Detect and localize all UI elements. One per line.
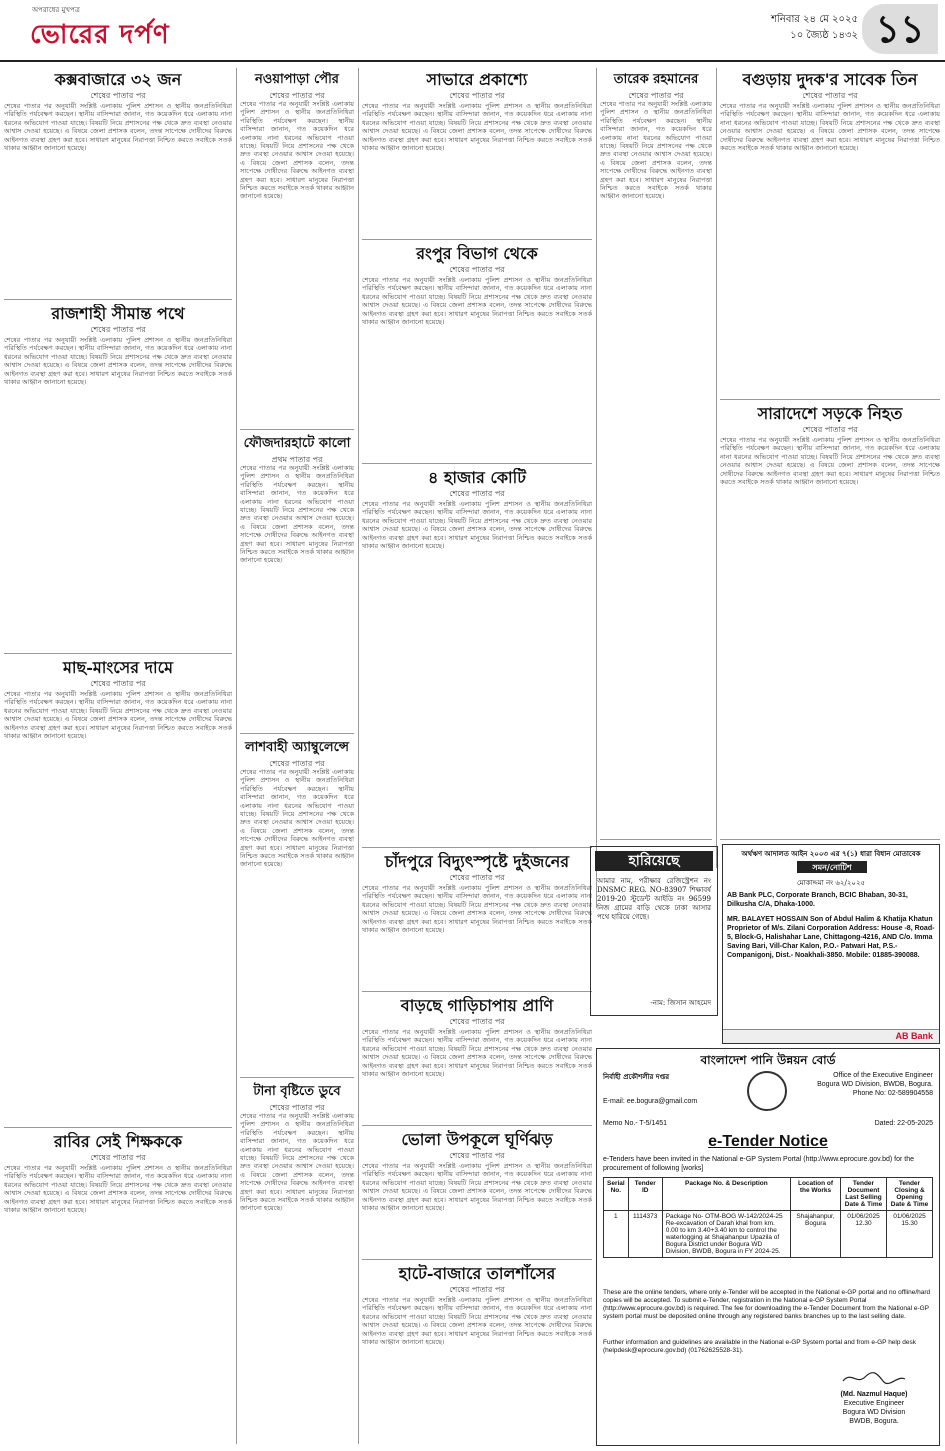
headline: বগুড়ায় দুদক'র সাবেক তিন (742, 70, 918, 89)
headline: সারাদেশে সড়কে নিহত (757, 404, 903, 423)
table-row (604, 1211, 933, 1258)
story-coxsbazar (4, 70, 232, 300)
continued-from: প্রথম পাতার পর (271, 455, 323, 464)
cell-tender-id: 1114373 (628, 1211, 662, 1258)
story-body: শেষের পাতার পর অনুযায়ী সংশ্লিষ্ট এলাকায় পুলিশ প্রশাসন ও স্থানীয় জনপ্রতিনিধিরা পরিস্থিতি পর্যবেক্ষণ করছেন। স্থানীয় বাসিন্দারা জানান, গত কয়েকদিন ধরে এলাকায় নানা ধরনের অভিযোগ পাওয়া যাচ্ছে। বিষয়টি নিয়ে প্রশাসনের পক্ষ থেকে দ্রুত ব্যবস্থা নেওয়ার আশ্বাস দেওয়া হয়েছে। এ বিষয়ে জেলা প্রশাসক বলেন, তদন্ত সাপেক্ষে দোষীদের বিরুদ্ধে আইনগত ব্যবস্থা গ্রহণ করা হবে। সাধারণ মানুষের নিরাপত্তা নিশ্চিত করতে সবাইকে সতর্ক থাকার আহ্বান জানানো হয়েছে। (4, 1164, 232, 1215)
tender-table-header (604, 1178, 933, 1211)
story-body: শেষের পাতার পর অনুযায়ী সংশ্লিষ্ট এলাকায় পুলিশ প্রশাসন ও স্থানীয় জনপ্রতিনিধিরা পরিস্থিতি পর্যবেক্ষণ করছেন। স্থানীয় বাসিন্দারা জানান, গত কয়েকদিন ধরে এলাকায় নানা ধরনের অভিযোগ পাওয়া যাচ্ছে। বিষয়টি নিয়ে প্রশাসনের পক্ষ থেকে দ্রুত ব্যবস্থা নেওয়ার আশ্বাস দেওয়া হয়েছে। এ বিষয়ে জেলা প্রশাসক বলেন, তদন্ত সাপেক্ষে দোষীদের বিরুদ্ধে আইনগত ব্যবস্থা গ্রহণ করা হবে। সাধারণ মানুষের নিরাপত্তা নিশ্চিত করতে সবাইকে সতর্ক থাকার আহ্বান জানানো হয়েছে। (362, 500, 592, 551)
cell-closing: 01/06/2025 15.30 (887, 1211, 933, 1258)
tender-org: বাংলাদেশ পানি উন্নয়ন বোর্ড (700, 1053, 836, 1067)
tender-signer-org: BWDB, Bogura. (849, 1418, 899, 1425)
th-closing: Tender Closing & Opening Date & Time (887, 1178, 933, 1211)
tender-date: Dated: 22-05-2025 (874, 1120, 933, 1127)
story-savar (362, 70, 592, 240)
continued-from: শেষের পাতার পর (269, 759, 325, 768)
story-4hajar (362, 468, 592, 848)
headline: নওয়াপাড়া পৌর (255, 72, 339, 87)
continued-from: শেষের পাতার পর (269, 91, 325, 100)
story-nawapara (240, 70, 354, 430)
th-tender-id: Tender ID (628, 1178, 662, 1211)
story-body: শেষের পাতার পর অনুযায়ী সংশ্লিষ্ট এলাকায় পুলিশ প্রশাসন ও স্থানীয় জনপ্রতিনিধিরা পরিস্থিতি পর্যবেক্ষণ করছেন। স্থানীয় বাসিন্দারা জানান, গত কয়েকদিন ধরে এলাকায় নানা ধরনের অভিযোগ পাওয়া যাচ্ছে। বিষয়টি নিয়ে প্রশাসনের পক্ষ থেকে দ্রুত ব্যবস্থা নেওয়ার আশ্বাস দেওয়া হয়েছে। এ বিষয়ে জেলা প্রশাসক বলেন, তদন্ত সাপেক্ষে দোষীদের বিরুদ্ধে আইনগত ব্যবস্থা গ্রহণ করা হবে। সাধারণ মানুষের নিরাপত্তা নিশ্চিত করতে সবাইকে সতর্ক থাকার আহ্বান জানানো হয়েছে। (720, 436, 940, 487)
headline: তারেক রহমানের (613, 72, 699, 87)
continued-from: শেষের পাতার পর (90, 91, 146, 100)
story-hate (362, 1264, 592, 1444)
story-body: শেষের পাতার পর অনুযায়ী সংশ্লিষ্ট এলাকায় পুলিশ প্রশাসন ও স্থানীয় জনপ্রতিনিধিরা পরিস্থিতি পর্যবেক্ষণ করছেন। স্থানীয় বাসিন্দারা জানান, গত কয়েকদিন ধরে এলাকায় নানা ধরনের অভিযোগ পাওয়া যাচ্ছে। বিষয়টি নিয়ে প্রশাসনের পক্ষ থেকে দ্রুত ব্যবস্থা নেওয়ার আশ্বাস দেওয়া হয়েছে। এ বিষয়ে জেলা প্রশাসক বলেন, তদন্ত সাপেক্ষে দোষীদের বিরুদ্ধে আইনগত ব্যবস্থা গ্রহণ করা হবে। সাধারণ মানুষের নিরাপত্তা নিশ্চিত করতে সবাইকে সতর্ক থাকার আহ্বান জানানো হয়েছে। (362, 102, 592, 153)
headline: রংপুর বিভাগ থেকে (416, 244, 538, 263)
continued-from: শেষের পাতার পর (449, 1285, 505, 1294)
th-package: Package No. & Description (662, 1178, 790, 1211)
tender-memo: Memo No.- T-5/1451 (603, 1120, 668, 1127)
story-body: শেষের পাতার পর অনুযায়ী সংশ্লিষ্ট এলাকায় পুলিশ প্রশাসন ও স্থানীয় জনপ্রতিনিধিরা পরিস্থিতি পর্যবেক্ষণ করছেন। স্থানীয় বাসিন্দারা জানান, গত কয়েকদিন ধরে এলাকায় নানা ধরনের অভিযোগ পাওয়া যাচ্ছে। বিষয়টি নিয়ে প্রশাসনের পক্ষ থেকে দ্রুত ব্যবস্থা নেওয়ার আশ্বাস দেওয়া হয়েছে। এ বিষয়ে জেলা প্রশাসক বলেন, তদন্ত সাপেক্ষে দোষীদের বিরুদ্ধে আইনগত ব্যবস্থা গ্রহণ করা হবে। সাধারণ মানুষের নিরাপত্তা নিশ্চিত করতে সবাইকে সতর্ক থাকার আহ্বান জানানো হয়েছে। (240, 1112, 354, 1213)
story-fish (4, 658, 232, 1128)
cell-selling: 01/06/2025 12.30 (841, 1211, 887, 1258)
continued-from: শেষের পাতার পর (802, 425, 858, 434)
logo-title: ভোরের দর্পণ (30, 20, 170, 50)
signature-icon (839, 1369, 909, 1387)
headline: হাটে-বাজারে তালশাঁসের (398, 1264, 556, 1283)
continued-from: শেষের পাতার পর (90, 325, 146, 334)
cell-location: Shajahanpur, Bogura (791, 1211, 841, 1258)
story-fouzdarhat (240, 434, 354, 734)
ab-notice-case: মোকাদ্দমা নং ৬২/২০২৫ (796, 879, 866, 887)
tender-table (603, 1177, 933, 1258)
headline: চাঁদপুরে বিদ্যুৎস্পৃষ্টে দুইজনের (384, 852, 570, 871)
headline: রাবির সেই শিক্ষককে (53, 1132, 183, 1151)
story-body: শেষের পাতার পর অনুযায়ী সংশ্লিষ্ট এলাকায় পুলিশ প্রশাসন ও স্থানীয় জনপ্রতিনিধিরা পরিস্থিতি পর্যবেক্ষণ করছেন। স্থানীয় বাসিন্দারা জানান, গত কয়েকদিন ধরে এলাকায় নানা ধরনের অভিযোগ পাওয়া যাচ্ছে। বিষয়টি নিয়ে প্রশাসনের পক্ষ থেকে দ্রুত ব্যবস্থা নেওয়ার আশ্বাস দেওয়া হয়েছে। এ বিষয়ে জেলা প্রশাসক বলেন, তদন্ত সাপেক্ষে দোষীদের বিরুদ্ধে আইনগত ব্যবস্থা গ্রহণ করা হবে। সাধারণ মানুষের নিরাপত্তা নিশ্চিত করতে সবাইকে সতর্ক থাকার আহ্বান জানানো হয়েছে। (240, 100, 354, 201)
logo-tagline: অপরাধের মুখপত্র (32, 6, 80, 14)
story-rangpur (362, 244, 592, 464)
headline: ভোলা উপকূলে ঘূর্ণিঝড় (401, 1130, 553, 1149)
tender-signer-title: Executive Engineer (843, 1400, 905, 1407)
th-selling: Tender Document Last Selling Date & Time (841, 1178, 887, 1211)
story-lashbahi (240, 738, 354, 1078)
masthead (0, 0, 945, 62)
headline: রাজশাহী সীমান্ত পথে (51, 304, 185, 323)
th-serial: Serial No. (604, 1178, 629, 1211)
story-body: শেষের পাতার পর অনুযায়ী সংশ্লিষ্ট এলাকায় পুলিশ প্রশাসন ও স্থানীয় জনপ্রতিনিধিরা পরিস্থিতি পর্যবেক্ষণ করছেন। স্থানীয় বাসিন্দারা জানান, গত কয়েকদিন ধরে এলাকায় নানা ধরনের অভিযোগ পাওয়া যাচ্ছে। বিষয়টি নিয়ে প্রশাসনের পক্ষ থেকে দ্রুত ব্যবস্থা নেওয়ার আশ্বাস দেওয়া হয়েছে। এ বিষয়ে জেলা প্রশাসক বলেন, তদন্ত সাপেক্ষে দোষীদের বিরুদ্ধে আইনগত ব্যবস্থা গ্রহণ করা হবে। সাধারণ মানুষের নিরাপত্তা নিশ্চিত করতে সবাইকে সতর্ক থাকার আহ্বান জানানো হয়েছে। (362, 1028, 592, 1079)
issue-date-english: শনিবার ২৪ মে ২০২৫ (771, 14, 858, 25)
story-garichapa (362, 996, 592, 1126)
tender-division-en: Bogura WD Division, BWDB, Bogura. (817, 1081, 933, 1088)
th-location: Location of the Works (791, 1178, 841, 1211)
ab-bank-logo: AB Bank (895, 1031, 933, 1041)
story-body: শেষের পাতার পর অনুযায়ী সংশ্লিষ্ট এলাকায় পুলিশ প্রশাসন ও স্থানীয় জনপ্রতিনিধিরা পরিস্থিতি পর্যবেক্ষণ করছেন। স্থানীয় বাসিন্দারা জানান, গত কয়েকদিন ধরে এলাকায় নানা ধরনের অভিযোগ পাওয়া যাচ্ছে। বিষয়টি নিয়ে প্রশাসনের পক্ষ থেকে দ্রুত ব্যবস্থা নেওয়ার আশ্বাস দেওয়া হয়েছে। এ বিষয়ে জেলা প্রশাসক বলেন, তদন্ত সাপেক্ষে দোষীদের বিরুদ্ধে আইনগত ব্যবস্থা গ্রহণ করা হবে। সাধারণ মানুষের নিরাপত্তা নিশ্চিত করতে সবাইকে সতর্ক থাকার আহ্বান জানানো হয়েছে। (4, 102, 232, 153)
story-body: শেষের পাতার পর অনুযায়ী সংশ্লিষ্ট এলাকায় পুলিশ প্রশাসন ও স্থানীয় জনপ্রতিনিধিরা পরিস্থিতি পর্যবেক্ষণ করছেন। স্থানীয় বাসিন্দারা জানান, গত কয়েকদিন ধরে এলাকায় নানা ধরনের অভিযোগ পাওয়া যাচ্ছে। বিষয়টি নিয়ে প্রশাসনের পক্ষ থেকে দ্রুত ব্যবস্থা নেওয়ার আশ্বাস দেওয়া হয়েছে। এ বিষয়ে জেলা প্রশাসক বলেন, তদন্ত সাপেক্ষে দোষীদের বিরুদ্ধে আইনগত ব্যবস্থা গ্রহণ করা হবে। সাধারণ মানুষের নিরাপত্তা নিশ্চিত করতে সবাইকে সতর্ক থাকার আহ্বান জানানো হয়েছে। (362, 1296, 592, 1347)
bwdb-tender-notice (596, 1048, 940, 1446)
story-body: শেষের পাতার পর অনুযায়ী সংশ্লিষ্ট এলাকায় পুলিশ প্রশাসন ও স্থানীয় জনপ্রতিনিধিরা পরিস্থিতি পর্যবেক্ষণ করছেন। স্থানীয় বাসিন্দারা জানান, গত কয়েকদিন ধরে এলাকায় নানা ধরনের অভিযোগ পাওয়া যাচ্ছে। বিষয়টি নিয়ে প্রশাসনের পক্ষ থেকে দ্রুত ব্যবস্থা নেওয়ার আশ্বাস দেওয়া হয়েছে। এ বিষয়ে জেলা প্রশাসক বলেন, তদন্ত সাপেক্ষে দোষীদের বিরুদ্ধে আইনগত ব্যবস্থা গ্রহণ করা হবে। সাধারণ মানুষের নিরাপত্তা নিশ্চিত করতে সবাইকে সতর্ক থাকার আহ্বান জানানো হয়েছে। (362, 1162, 592, 1213)
tender-title: e-Tender Notice (708, 1133, 828, 1150)
headline: কক্সবাজারে ৩২ জন (54, 70, 182, 89)
ab-bank-notice (722, 844, 940, 1044)
story-bhola (362, 1130, 592, 1260)
continued-from: শেষের পাতার পর (449, 489, 505, 498)
column-divider (236, 68, 237, 1444)
tender-email: E-mail: ee.bogura@gmail.com (603, 1098, 698, 1105)
tender-further-info: Further information and guidelines are available in the National e-GP System portal and from e-GP help desk (helpdesk@eprocure.gov.bd) (01762625528-31). (603, 1339, 917, 1354)
lost-notice-signature: -নাম: জিসান আহমেদ (650, 999, 711, 1007)
continued-from: শেষের পাতার পর (269, 1103, 325, 1112)
bwdb-emblem-icon (747, 1071, 787, 1111)
story-tarek (600, 70, 712, 840)
ab-notice-header: অর্থঋণ আদালত আইন ২০০৩ এর ৭(১) ধারা বিধান মোতাবেক (741, 849, 921, 858)
continued-from: শেষের পাতার পর (449, 873, 505, 882)
continued-from: শেষের পাতার পর (449, 91, 505, 100)
lost-notice-title: হারিয়েছে (595, 851, 713, 871)
column-divider (716, 68, 717, 868)
tender-signer-name: (Md. Nazmul Haque) (840, 1391, 908, 1398)
tender-phone: Phone No: 02-589904558 (852, 1090, 933, 1097)
story-body: শেষের পাতার পর অনুযায়ী সংশ্লিষ্ট এলাকায় পুলিশ প্রশাসন ও স্থানীয় জনপ্রতিনিধিরা পরিস্থিতি পর্যবেক্ষণ করছেন। স্থানীয় বাসিন্দারা জানান, গত কয়েকদিন ধরে এলাকায় নানা ধরনের অভিযোগ পাওয়া যাচ্ছে। বিষয়টি নিয়ে প্রশাসনের পক্ষ থেকে দ্রুত ব্যবস্থা নেওয়ার আশ্বাস দেওয়া হয়েছে। এ বিষয়ে জেলা প্রশাসক বলেন, তদন্ত সাপেক্ষে দোষীদের বিরুদ্ধে আইনগত ব্যবস্থা গ্রহণ করা হবে। সাধারণ মানুষের নিরাপত্তা নিশ্চিত করতে সবাইকে সতর্ক থাকার আহ্বান জানানো হয়েছে। (4, 690, 232, 741)
headline: ৪ হাজার কোটি (428, 468, 526, 487)
story-saradeshe (720, 404, 940, 840)
headline: বাড়ছে গাড়িচাপায় প্রাণি (400, 996, 554, 1015)
story-body: শেষের পাতার পর অনুযায়ী সংশ্লিষ্ট এলাকায় পুলিশ প্রশাসন ও স্থানীয় জনপ্রতিনিধিরা পরিস্থিতি পর্যবেক্ষণ করছেন। স্থানীয় বাসিন্দারা জানান, গত কয়েকদিন ধরে এলাকায় নানা ধরনের অভিযোগ পাওয়া যাচ্ছে। বিষয়টি নিয়ে প্রশাসনের পক্ষ থেকে দ্রুত ব্যবস্থা নেওয়ার আশ্বাস দেওয়া হয়েছে। এ বিষয়ে জেলা প্রশাসক বলেন, তদন্ত সাপেক্ষে দোষীদের বিরুদ্ধে আইনগত ব্যবস্থা গ্রহণ করা হবে। সাধারণ মানুষের নিরাপত্তা নিশ্চিত করতে সবাইকে সতর্ক থাকার আহ্বান জানানো হয়েছে। (240, 768, 354, 869)
story-rajshahi (4, 304, 232, 654)
continued-from: শেষের পাতার পর (449, 265, 505, 274)
headline: লাশবাহী অ্যাম্বুলেন্সে (244, 740, 350, 755)
tender-office-en: Office of the Executive Engineer (833, 1072, 933, 1079)
story-body: শেষের পাতার পর অনুযায়ী সংশ্লিষ্ট এলাকায় পুলিশ প্রশাসন ও স্থানীয় জনপ্রতিনিধিরা পরিস্থিতি পর্যবেক্ষণ করছেন। স্থানীয় বাসিন্দারা জানান, গত কয়েকদিন ধরে এলাকায় নানা ধরনের অভিযোগ পাওয়া যাচ্ছে। বিষয়টি নিয়ে প্রশাসনের পক্ষ থেকে দ্রুত ব্যবস্থা নেওয়ার আশ্বাস দেওয়া হয়েছে। এ বিষয়ে জেলা প্রশাসক বলেন, তদন্ত সাপেক্ষে দোষীদের বিরুদ্ধে আইনগত ব্যবস্থা গ্রহণ করা হবে। সাধারণ মানুষের নিরাপত্তা নিশ্চিত করতে সবাইকে সতর্ক থাকার আহ্বান জানানো হয়েছে। (362, 276, 592, 327)
story-bogura (720, 70, 940, 400)
continued-from: শেষের পাতার পর (802, 91, 858, 100)
cell-serial: 1 (604, 1211, 629, 1258)
headline: টানা বৃষ্টিতে ডুবে (253, 1084, 341, 1099)
continued-from: শেষের পাতার পর (90, 679, 146, 688)
ab-notice-title: সমন/নোটিশ (797, 861, 867, 873)
ab-notice-defendant: MR. BALAYET HOSSAIN Son of Abdul Halim & Khatija Khatun Proprietor of M/s. Zilani Corporation Address: House -8, Road-5, Block-G, Halishahar Lane, Chittagong-4216, AND C/o. Imma Saving Bari, Vill-Char Kalon, P.O.- Patwari Hat, P.S.-Companigonj, Dist.- Noakhali-3850. Mobile: 01885-390088. (727, 916, 935, 959)
story-body: শেষের পাতার পর অনুযায়ী সংশ্লিষ্ট এলাকায় পুলিশ প্রশাসন ও স্থানীয় জনপ্রতিনিধিরা পরিস্থিতি পর্যবেক্ষণ করছেন। স্থানীয় বাসিন্দারা জানান, গত কয়েকদিন ধরে এলাকায় নানা ধরনের অভিযোগ পাওয়া যাচ্ছে। বিষয়টি নিয়ে প্রশাসনের পক্ষ থেকে দ্রুত ব্যবস্থা নেওয়ার আশ্বাস দেওয়া হয়েছে। এ বিষয়ে জেলা প্রশাসক বলেন, তদন্ত সাপেক্ষে দোষীদের বিরুদ্ধে আইনগত ব্যবস্থা গ্রহণ করা হবে। সাধারণ মানুষের নিরাপত্তা নিশ্চিত করতে সবাইকে সতর্ক থাকার আহ্বান জানানো হয়েছে। (4, 336, 232, 387)
continued-from: শেষের পাতার পর (449, 1017, 505, 1026)
story-body: শেষের পাতার পর অনুযায়ী সংশ্লিষ্ট এলাকায় পুলিশ প্রশাসন ও স্থানীয় জনপ্রতিনিধিরা পরিস্থিতি পর্যবেক্ষণ করছেন। স্থানীয় বাসিন্দারা জানান, গত কয়েকদিন ধরে এলাকায় নানা ধরনের অভিযোগ পাওয়া যাচ্ছে। বিষয়টি নিয়ে প্রশাসনের পক্ষ থেকে দ্রুত ব্যবস্থা নেওয়ার আশ্বাস দেওয়া হয়েছে। এ বিষয়ে জেলা প্রশাসক বলেন, তদন্ত সাপেক্ষে দোষীদের বিরুদ্ধে আইনগত ব্যবস্থা গ্রহণ করা হবে। সাধারণ মানুষের নিরাপত্তা নিশ্চিত করতে সবাইকে সতর্ক থাকার আহ্বান জানানো হয়েছে। (600, 100, 712, 201)
story-body: শেষের পাতার পর অনুযায়ী সংশ্লিষ্ট এলাকায় পুলিশ প্রশাসন ও স্থানীয় জনপ্রতিনিধিরা পরিস্থিতি পর্যবেক্ষণ করছেন। স্থানীয় বাসিন্দারা জানান, গত কয়েকদিন ধরে এলাকায় নানা ধরনের অভিযোগ পাওয়া যাচ্ছে। বিষয়টি নিয়ে প্রশাসনের পক্ষ থেকে দ্রুত ব্যবস্থা নেওয়ার আশ্বাস দেওয়া হয়েছে। এ বিষয়ে জেলা প্রশাসক বলেন, তদন্ত সাপেক্ষে দোষীদের বিরুদ্ধে আইনগত ব্যবস্থা গ্রহণ করা হবে। সাধারণ মানুষের নিরাপত্তা নিশ্চিত করতে সবাইকে সতর্ক থাকার আহ্বান জানানো হয়েছে। (240, 464, 354, 565)
headline: ফৌজদারহাটে কালো (243, 436, 351, 451)
story-chandpur (362, 852, 592, 992)
tender-intro: e-Tenders have been invited in the National e-GP System Portal (http://www.eprocure.gov.bd) for the procurement of following [works] (603, 1156, 915, 1172)
lost-notice-body: আমার নাম, পরীক্ষার রেজিস্ট্রেশন নং DNSMC REG. NO-83907 শিক্ষাবর্ষ 2019-20 স্টুডেন্ট আইডি নং 96599 নিজ গ্রামের বাড়ি থেকে ঢাকা আসার পথে হারিয়ে গেছে। (597, 877, 711, 921)
continued-from: শেষের পাতার পর (628, 91, 684, 100)
story-rabi (4, 1132, 232, 1444)
tender-office-bn: নির্বাহী প্রকৌশলীর দপ্তর (603, 1072, 670, 1081)
issue-date-bangla: ১০ জ্যৈষ্ঠ ১৪৩২ (790, 30, 858, 41)
tender-footnote: These are the online tenders, where only e-Tender will be accepted in the National e-GP portal and no offline/hard copies will be accepted. To submit e-Tender, registration in the National e-GP System Portal (http://www.eprocure.gov.bd) is required. The fee for downloading the e-Tender Document from the National e-GP system portal must be deposited online through any registered banks branches up to the last selling date. (603, 1289, 931, 1320)
column-divider (596, 68, 597, 908)
ab-notice-addressee: AB Bank PLC, Corporate Branch, BCIC Bhaban, 30-31, Dilkusha C/A, Dhaka-1000. (727, 892, 908, 908)
cell-desc: Package No- OTM-BOG W-142/2024-25 Re-excavation of Darah khal from km. 0.00 to km 3.40+3.40 km to control the waterlogging at Shajahanpur Upazila of Bogura District under Bogura WD Division, BWDB, Bogura in FY 2024-25. (662, 1211, 790, 1258)
story-body: শেষের পাতার পর অনুযায়ী সংশ্লিষ্ট এলাকায় পুলিশ প্রশাসন ও স্থানীয় জনপ্রতিনিধিরা পরিস্থিতি পর্যবেক্ষণ করছেন। স্থানীয় বাসিন্দারা জানান, গত কয়েকদিন ধরে এলাকায় নানা ধরনের অভিযোগ পাওয়া যাচ্ছে। বিষয়টি নিয়ে প্রশাসনের পক্ষ থেকে দ্রুত ব্যবস্থা নেওয়ার আশ্বাস দেওয়া হয়েছে। এ বিষয়ে জেলা প্রশাসক বলেন, তদন্ত সাপেক্ষে দোষীদের বিরুদ্ধে আইনগত ব্যবস্থা গ্রহণ করা হবে। সাধারণ মানুষের নিরাপত্তা নিশ্চিত করতে সবাইকে সতর্ক থাকার আহ্বান জানানো হয়েছে। (362, 884, 592, 935)
headline: মাছ-মাংসের দামে (62, 658, 173, 677)
story-body: শেষের পাতার পর অনুযায়ী সংশ্লিষ্ট এলাকায় পুলিশ প্রশাসন ও স্থানীয় জনপ্রতিনিধিরা পরিস্থিতি পর্যবেক্ষণ করছেন। স্থানীয় বাসিন্দারা জানান, গত কয়েকদিন ধরে এলাকায় নানা ধরনের অভিযোগ পাওয়া যাচ্ছে। বিষয়টি নিয়ে প্রশাসনের পক্ষ থেকে দ্রুত ব্যবস্থা নেওয়ার আশ্বাস দেওয়া হয়েছে। এ বিষয়ে জেলা প্রশাসক বলেন, তদন্ত সাপেক্ষে দোষীদের বিরুদ্ধে আইনগত ব্যবস্থা গ্রহণ করা হবে। সাধারণ মানুষের নিরাপত্তা নিশ্চিত করতে সবাইকে সতর্ক থাকার আহ্বান জানানো হয়েছে। (720, 102, 940, 153)
continued-from: শেষের পাতার পর (90, 1153, 146, 1162)
tender-signer-division: Bogura WD Division (842, 1409, 906, 1416)
newspaper-logo (22, 4, 202, 56)
column-divider (358, 68, 359, 1444)
lost-notice (590, 846, 718, 1016)
issue-date (722, 12, 858, 44)
headline: সাভারে প্রকাশ্যে (426, 70, 528, 89)
story-tana (240, 1082, 354, 1444)
continued-from: শেষের পাতার পর (449, 1151, 505, 1160)
page-number: ১১ (862, 4, 938, 54)
